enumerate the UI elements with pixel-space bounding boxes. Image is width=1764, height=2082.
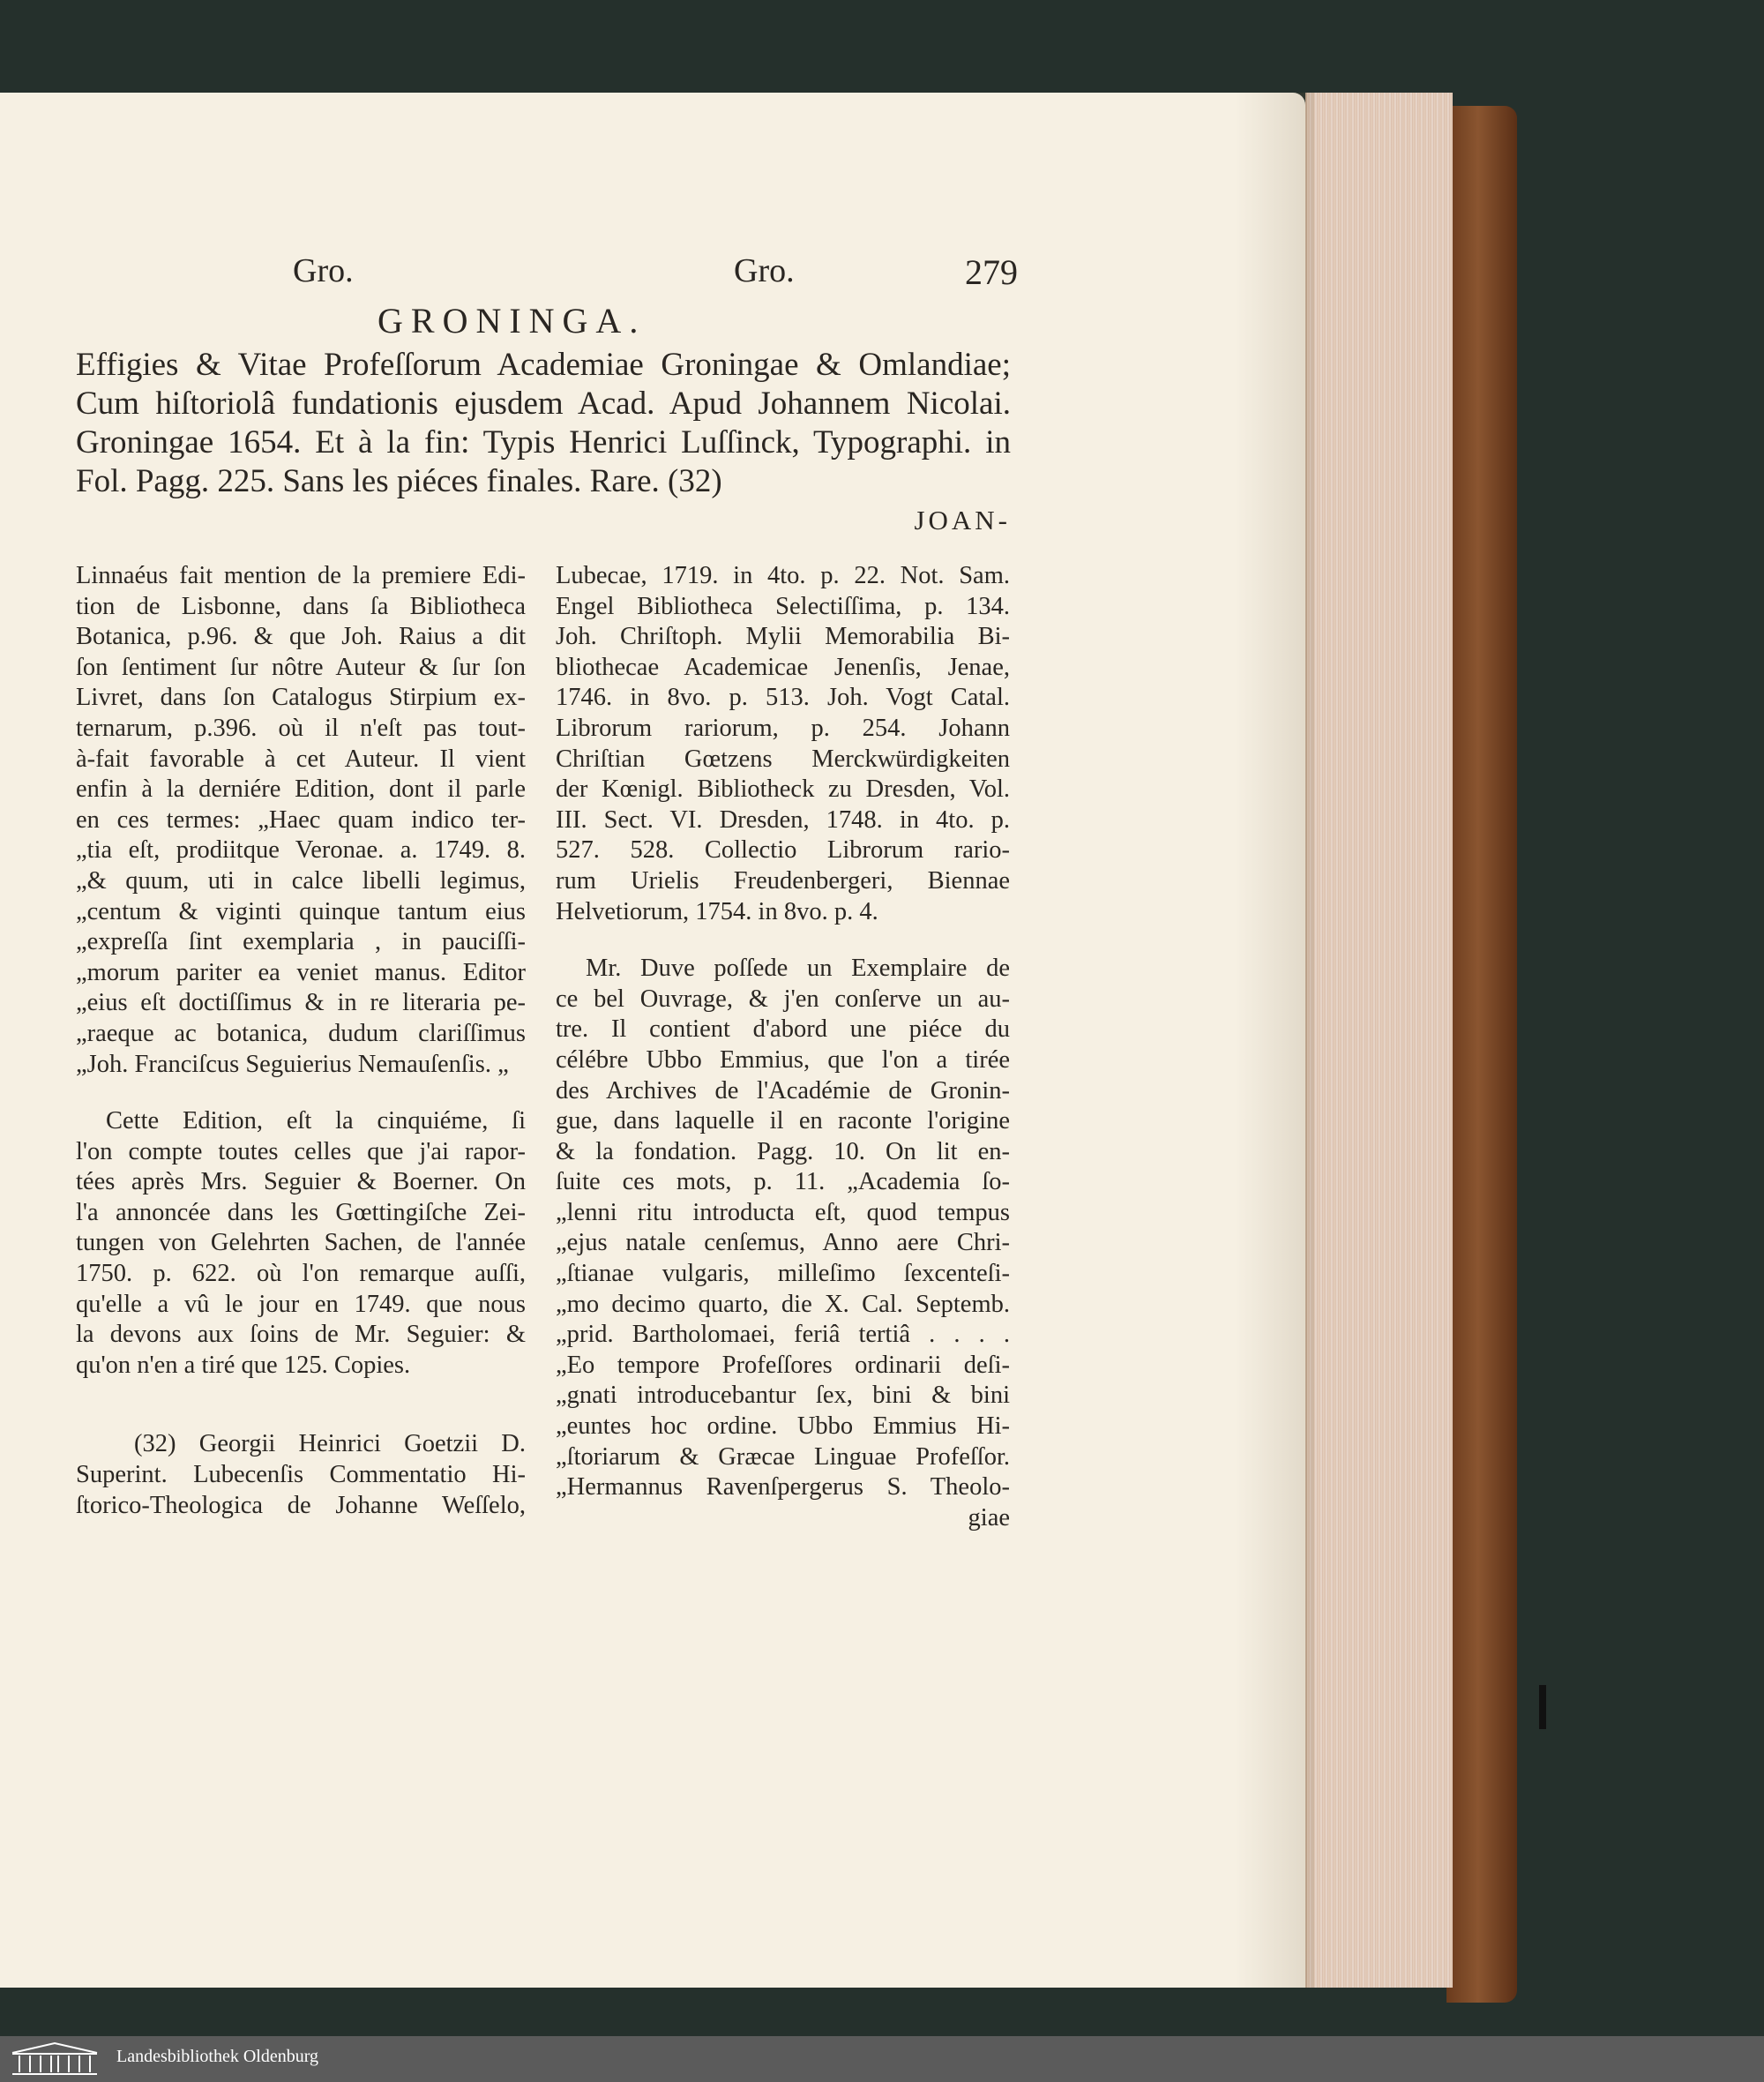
running-head-center: Gro. — [734, 252, 795, 289]
footnote — [76, 1429, 526, 1521]
text-line: Joh. Chriſtoph. Mylii Memorabilia Bi- — [556, 623, 1010, 651]
text-line: Helvetiorum, 1754. in 8vo. p. 4. — [556, 897, 878, 925]
text-line: Mr. Duve poſſede un Exemplaire de — [586, 955, 1010, 983]
text-line: l'a annoncée dans les Gœttingiſche Zei- — [76, 1198, 526, 1226]
text-line: „prid. Bartholomaei, feriâ tertiâ . . . . — [556, 1321, 1010, 1349]
text-line: & la fondation. Pagg. 10. On lit en- — [556, 1137, 1010, 1165]
text-line: „raeque ac botanica, dudum clariſſimus — [76, 1019, 526, 1047]
text-line: rum Urielis Freudenbergeri, Biennae — [556, 866, 1010, 895]
bookmark-ribbon — [1539, 1685, 1546, 1729]
text-line: „ejus natale cenſemus, Anno aere Chri- — [556, 1229, 1010, 1257]
text-line: „morum pariter ea veniet manus. Editor — [76, 958, 526, 986]
text-line: „Eo tempore Profeſſores ordinarii deſi- — [556, 1351, 1010, 1379]
text-line: tées après Mrs. Seguier & Boerner. On — [76, 1168, 526, 1196]
text-line: la devons aux ſoins de Mr. Seguier: & — [76, 1321, 526, 1349]
text-line: „expreſſa ſint exemplaria , in pauciſſi- — [76, 928, 526, 956]
text-line: 527. 528. Collectio Librorum rario- — [556, 836, 1010, 865]
entry-line: Fol. Pagg. 225. Sans les piéces finales. Rare. (32) — [76, 463, 722, 499]
entry-line: Effigies & Vitae Profeſſorum Academiae Groningae & Omlandiae; — [76, 347, 1011, 383]
footnote-continuation — [556, 561, 1010, 927]
page-fore-edge — [1305, 93, 1453, 1988]
entry-line: Groningae 1654. Et à la fin: Typis Henrici Luſſinck, Typographi. in — [76, 424, 1011, 461]
text-line: „ſtianae vulgaris, milleſimo ſexcenteſi- — [556, 1260, 1010, 1288]
text-line: „lenni ritu introducta eſt, quod tempus — [556, 1198, 1010, 1226]
entry-line: Cum hiſtoriolâ fundationis ejusdem Acad. Apud Johannem Nicolai. — [76, 386, 1011, 422]
text-line: Librorum rariorum, p. 254. Johann — [556, 714, 1010, 742]
text-line: (32) Georgii Heinrici Goetzii D. — [134, 1430, 526, 1458]
text-line: tungen von Gelehrten Sachen, de l'année — [76, 1229, 526, 1257]
right-column — [556, 561, 1010, 1533]
text-line: ſtorico-Theologica de Johanne Weſſelo, — [76, 1491, 526, 1519]
text-line: „ſtoriarum & Græcae Linguae Profeſſor. — [556, 1442, 1010, 1471]
text-line: „Joh. Franciſcus Seguierius Nemauſenſis. „ — [76, 1050, 509, 1078]
text-line: ternarum, p.396. où il n'eſt pas tout- — [76, 714, 526, 742]
text-line: en ces termes: „Haec quam indico ter- — [76, 805, 526, 834]
text-line: qu'on n'en a tiré que 125. Copies. — [76, 1351, 411, 1379]
text-line: „& quum, uti in calce libelli legimus, — [76, 866, 526, 895]
text-line: der Kœnigl. Bibliotheck zu Dresden, Vol. — [556, 775, 1010, 804]
page-shadow — [1235, 93, 1314, 1988]
text-line: enfin à la derniére Edition, dont il parle — [76, 775, 526, 804]
text-line: Lubecae, 1719. in 4to. p. 22. Not. Sam. — [556, 562, 1010, 589]
text-line: III. Sect. VI. Dresden, 1748. in 4to. p. — [556, 805, 1010, 834]
bibliographic-entry — [76, 346, 1011, 540]
text-line: Chriſtian Gœtzens Merckwürdigkeiten — [556, 745, 1010, 773]
text-line: ce bel Ouvrage, & j'en conſerve un au- — [556, 985, 1010, 1013]
text-line: tre. Il contient d'abord une piéce du — [556, 1015, 1010, 1044]
text-line: Livret, dans ſon Catalogus Stirpium ex- — [76, 684, 526, 712]
text-line: qu'elle a vû le jour en 1749. que nous — [76, 1290, 526, 1318]
page-number: 279 — [965, 252, 1018, 292]
text-line: 1750. p. 622. où l'on remarque auſſi, — [76, 1260, 526, 1288]
running-head-left: Gro. — [293, 252, 354, 289]
text-line: gue, dans laquelle il en raconte l'origine — [556, 1107, 1010, 1135]
text-line: ſuite ces mots, p. 11. „Academia ſo- — [556, 1168, 1010, 1196]
text-line: 1746. in 8vo. p. 513. Joh. Vogt Catal. — [556, 684, 1010, 712]
text-line: ſon ſentiment ſur nôtre Auteur & ſur ſon — [76, 653, 526, 681]
text-line: „Hermannus Ravenſpergerus S. Theolo- — [556, 1473, 1010, 1502]
text-line: célébre Ubbo Emmius, que l'on a tirée — [556, 1045, 1010, 1074]
paragraph — [76, 1106, 526, 1381]
footer-library-name: Landesbibliothek Oldenburg — [116, 2047, 319, 2066]
text-line: „euntes hoc ordine. Ubbo Emmius Hi- — [556, 1412, 1010, 1441]
entry-title: GRONINGA. — [377, 301, 647, 341]
text-line: „mo decimo quarto, die X. Cal. Septemb. — [556, 1290, 1010, 1318]
text-line: tion de Lisbonne, dans ſa Bibliotheca — [76, 592, 526, 620]
text-line: Linnaéus fait mention de la premiere Edi- — [76, 562, 526, 589]
text-line: l'on compte toutes celles que j'ai rapor- — [76, 1137, 526, 1165]
text-line: Superint. Lubecenſis Commentatio Hi- — [76, 1461, 526, 1489]
text-line: „gnati introducebantur ſex, bini & bini — [556, 1382, 1010, 1410]
paragraph — [76, 561, 526, 1080]
paragraph — [556, 954, 1010, 1533]
text-line: „tia eſt, prodiitque Veronae. a. 1749. 8. — [76, 836, 526, 865]
text-line: des Archives de l'Académie de Gronin- — [556, 1076, 1010, 1105]
text-line: giae — [968, 1503, 1010, 1532]
left-column — [76, 561, 526, 1521]
text-line: Botanica, p.96. & que Joh. Raius a dit — [76, 623, 526, 651]
text-line: „centum & viginti quinque tantum eius — [76, 897, 526, 925]
text-line: Cette Edition, eſt la cinquiéme, ſi — [106, 1107, 526, 1135]
text-line: bliothecae Academicae Jenenſis, Jenae, — [556, 653, 1010, 681]
text-line: Engel Bibliotheca Selectiſſima, p. 134. — [556, 592, 1010, 620]
text-line: à-fait favorable à cet Auteur. Il vient — [76, 745, 526, 773]
text-line: „eius eſt doctiſſimus & in re literaria pe- — [76, 989, 526, 1017]
catchword: JOAN- — [914, 505, 1011, 535]
book-cover-edge — [1446, 106, 1517, 2003]
library-building-icon — [9, 2041, 101, 2078]
